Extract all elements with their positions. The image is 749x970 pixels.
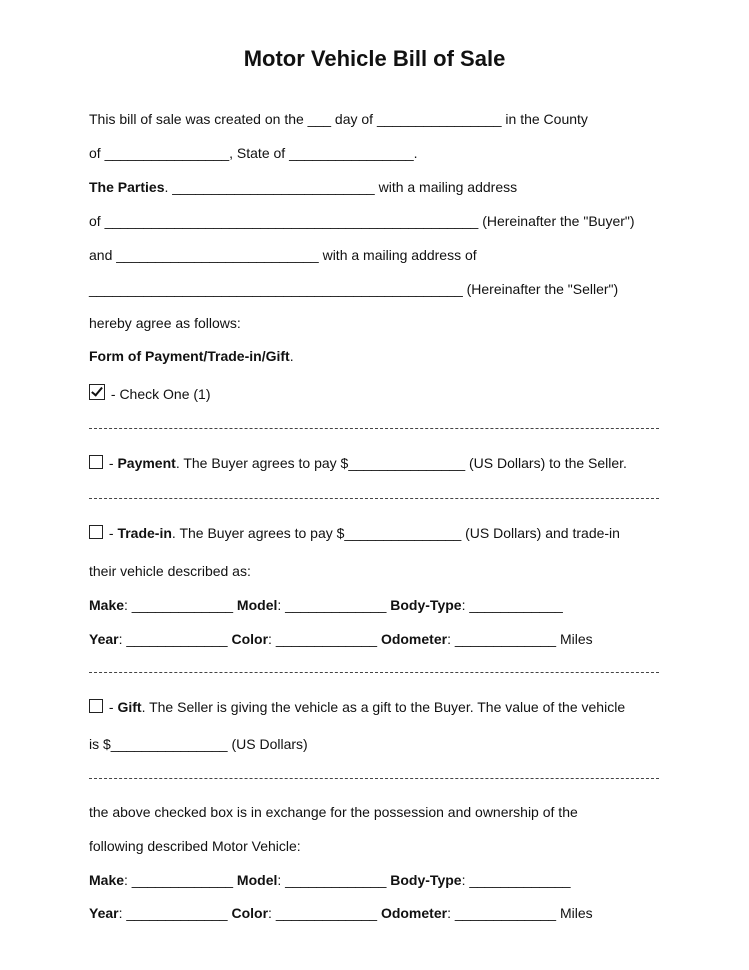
- line-text: : _____________: [118, 631, 232, 647]
- dashed-divider: [89, 778, 659, 779]
- line-text: and __________________________ with a mailing address of: [89, 247, 477, 263]
- document-line: [89, 454, 627, 472]
- document-line: [89, 110, 588, 128]
- document-line: [89, 904, 593, 922]
- document-title: Motor Vehicle Bill of Sale: [243, 46, 506, 71]
- line-text: ________________________________________________ (Hereinafter the "Seller"): [89, 281, 619, 297]
- document-line: [89, 144, 418, 162]
- empty-checkbox-icon[interactable]: [89, 525, 103, 539]
- bold-label: Gift: [117, 699, 142, 715]
- bold-label: Make: [89, 597, 125, 613]
- document-line: [89, 524, 620, 542]
- document-line: [89, 698, 625, 716]
- bold-label: Payment: [117, 455, 176, 471]
- bold-label: Make: [89, 872, 125, 888]
- bold-label: Trade-in: [117, 525, 172, 541]
- document-line: [89, 212, 635, 230]
- line-text: : _____________: [268, 905, 381, 921]
- line-text: . The Buyer agrees to pay $_______________ (US Dollars) and trade-in: [171, 525, 620, 541]
- line-text: : _____________: [277, 597, 391, 613]
- line-text: -: [105, 525, 118, 541]
- line-text: their vehicle described as:: [89, 563, 251, 579]
- line-text: - Check One (1): [107, 386, 211, 402]
- document-line: [89, 347, 294, 365]
- line-text: is $_______________ (US Dollars): [89, 736, 308, 752]
- document-line: [89, 630, 593, 648]
- line-text: : _____________: [461, 872, 571, 888]
- line-text: This bill of sale was created on the ___ day of ________________ in the County: [89, 111, 588, 127]
- bold-label: Odometer: [380, 631, 448, 647]
- line-text: following described Motor Vehicle:: [89, 838, 301, 854]
- empty-checkbox-icon[interactable]: [89, 699, 103, 713]
- line-text: : _____________: [124, 597, 237, 613]
- empty-checkbox-icon[interactable]: [89, 455, 103, 469]
- line-text: -: [105, 699, 118, 715]
- line-text: . The Seller is giving the vehicle as a gift to the Buyer. The value of the vehicle: [141, 699, 626, 715]
- line-text: : _____________: [124, 872, 237, 888]
- line-text: .: [289, 348, 294, 364]
- document-line: [89, 384, 210, 403]
- document-line: [89, 280, 618, 298]
- dashed-divider: [89, 498, 659, 499]
- line-text: of ________________________________________________ (Hereinafter the "Buyer"): [89, 213, 635, 229]
- bold-label: Body-Type: [390, 872, 462, 888]
- dashed-divider: [89, 428, 659, 429]
- line-text: : _____________: [118, 905, 232, 921]
- line-text: . __________________________ with a mailing address: [164, 179, 518, 195]
- line-text: : ____________: [461, 597, 563, 613]
- document-line: [89, 837, 301, 855]
- document-line: [89, 735, 308, 753]
- document-line: [89, 596, 563, 614]
- dashed-divider: [89, 672, 659, 673]
- bold-label: Form of Payment/Trade-in/Gift: [89, 348, 290, 364]
- line-text: . The Buyer agrees to pay $_______________ (US Dollars) to the Seller.: [175, 455, 627, 471]
- line-text: : _____________ Miles: [447, 905, 593, 921]
- line-text: the above checked box is in exchange for the possession and ownership of the: [89, 804, 578, 820]
- document-line: [89, 803, 578, 821]
- bold-label: Body-Type: [390, 597, 462, 613]
- line-text: -: [105, 455, 118, 471]
- bold-label: Color: [231, 905, 269, 921]
- line-text: : _____________ Miles: [447, 631, 593, 647]
- bold-label: Model: [236, 597, 278, 613]
- bold-label: Model: [236, 872, 278, 888]
- bold-label: Color: [231, 631, 269, 647]
- line-text: : _____________: [268, 631, 381, 647]
- bold-label: The Parties: [89, 179, 165, 195]
- checked-checkbox-icon[interactable]: [89, 384, 105, 400]
- line-text: of ________________, State of ________________.: [89, 145, 418, 161]
- bold-label: Year: [89, 631, 119, 647]
- document-line: [89, 562, 251, 580]
- document-line: [89, 246, 477, 264]
- bold-label: Odometer: [380, 905, 448, 921]
- line-text: hereby agree as follows:: [89, 315, 241, 331]
- bold-label: Year: [89, 905, 119, 921]
- document-line: [89, 871, 571, 889]
- document-line: [89, 178, 517, 196]
- line-text: : _____________: [277, 872, 391, 888]
- document-line: [89, 314, 241, 332]
